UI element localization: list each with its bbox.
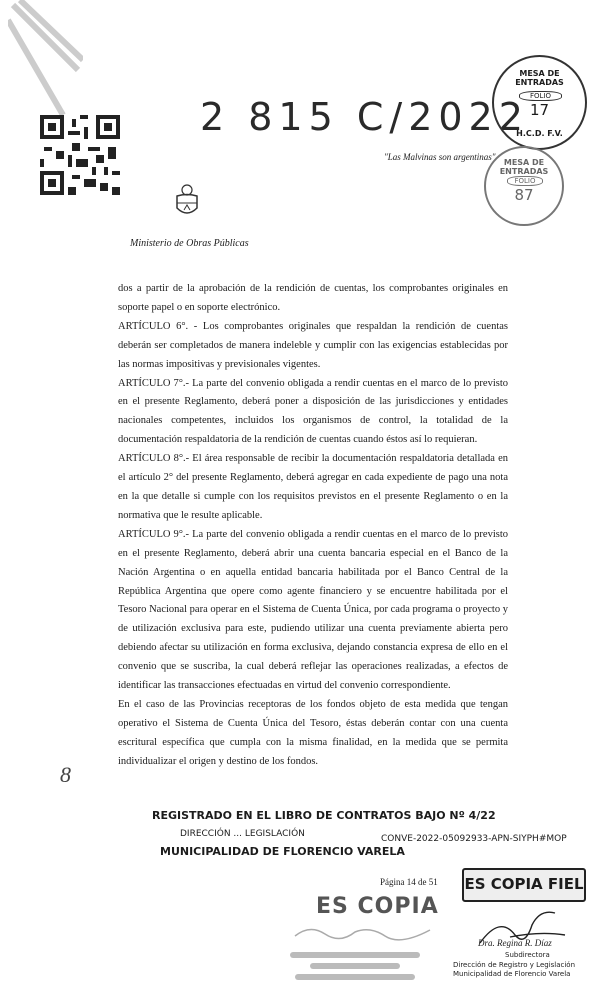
signer-title: Subdirectora [505, 951, 550, 959]
paragraph-article-7: ARTÍCULO 7°.- La parte del convenio obligada a rendir cuentas en el marco de lo previsto en el presente Reglamento, deberá poner a disposición de las jurisdicciones y entidades nacionales competentes, incluidos los organismos de control, la totalidad de la documentación respaldatoria de la rendición de cuentas cuando éstos así lo requieran. [118, 377, 508, 446]
convention-id: CONVE-2022-05092933-APN-SIYPH#MOP [381, 834, 567, 844]
paragraph-continuation: dos a partir de la aprobación de la rendición de cuentas, los comprobantes originales en soporte papel o en soporte electrónico. [118, 283, 508, 313]
faded-line [310, 963, 400, 969]
binder-wear-marks [8, 0, 83, 120]
handwritten-margin-mark: 8 [60, 762, 71, 787]
registry-stamp-municipality: MUNICIPALIDAD DE FLORENCIO VARELA [160, 845, 405, 858]
document-number: 2 815 C/2022 [200, 95, 529, 139]
registry-stamp-line: REGISTRADO EN EL LIBRO DE CONTRATOS BAJO Nº 4/22 [152, 809, 496, 822]
registry-stamp-direction: DIRECCIÓN ... LEGISLACIÓN [180, 829, 305, 839]
coat-of-arms-icon [172, 184, 202, 220]
signer-name: Dra. Regina R. Díaz [478, 938, 552, 948]
entry-stamp-primary [492, 55, 587, 150]
faded-signature-icon [290, 922, 435, 942]
stamp-folio-label: FOLIO [519, 91, 561, 101]
faded-line [295, 974, 415, 980]
qr-code-icon [40, 115, 120, 195]
document-body [118, 280, 508, 772]
paragraph-article-9: ARTÍCULO 9°.- La parte del convenio obligada a rendir cuentas en el marco de lo previsto en el presente Reglamento, deberá abrir una cuenta bancaria especial en el Banco de la Nación Argentina o en aquella entidad bancaria habilitada por el Banco Central de la República Argentina que opere como agente financiero y se encuentre habilitada por el Tesoro Nacional para operar en el Sistema de Cuenta Única, por cada programa o proyecto y de utilización exclusiva para este, pudiendo utilizar una cuenta previamente abierta pero debiendo afectar su utilización en forma exclusiva, dejando constancia expresa de ello en el convenio que se suscriba, la cual deberá reflejar las operaciones realizadas, a efectos de identificar las transacciones efectuadas en virtud del convenio correspondiente. [118, 528, 508, 692]
page-number: Página 14 de 51 [380, 877, 438, 887]
ministry-name: Ministerio de Obras Públicas [130, 238, 249, 249]
paragraph-article-6: ARTÍCULO 6°. - Los comprobantes originales que respaldan la rendición de cuentas deberán ser completados de manera indeleble y cumplir con las exigencias establecidas por las normas impositivas y previsionales vigentes. [118, 320, 508, 370]
stamp-folio-number: 87 [514, 186, 534, 204]
copia-fiel-stamp: ES COPIA FIEL [462, 868, 586, 902]
faded-line [290, 952, 420, 958]
faded-signature-block [290, 922, 435, 976]
signer-office: Dirección de Registro y Legislación [453, 961, 576, 969]
signer-municipality: Municipalidad de Florencio Varela [453, 970, 571, 978]
es-copia-stamp: ES COPIA [316, 894, 439, 919]
stamp-folio-number: 17 [529, 101, 550, 119]
stamp-bottom-text: H.C.D. F.V. [516, 129, 563, 138]
stamp-title: MESA DE ENTRADAS [515, 69, 564, 87]
paragraph-provinces: En el caso de las Provincias receptoras de los fondos objeto de esta medida que tengan operativo el Sistema de Cuenta Única del Tesoro, éstas deberán contar con una cuenta escritural específica que cumpla con la misma finalidad, en la medida que se permita individualizar el origen y destino de los fondos. [118, 698, 508, 767]
stamp-folio-label: FOLIO [507, 176, 542, 186]
entry-stamp-secondary [484, 146, 564, 226]
stamp-title: MESA DE ENTRADAS [499, 158, 549, 176]
paragraph-article-8: ARTÍCULO 8°.- El área responsable de recibir la documentación respaldatoria detallada en el artículo 2° del presente Reglamento, deberá agregar en cada expediente de pago una nota en la que detalle si cumple con los requisitos previstos en el presente Reglamento o en la normativa que le resulte aplicable. [118, 453, 508, 521]
malvinas-motto: "Las Malvinas son argentinas" [384, 152, 496, 162]
